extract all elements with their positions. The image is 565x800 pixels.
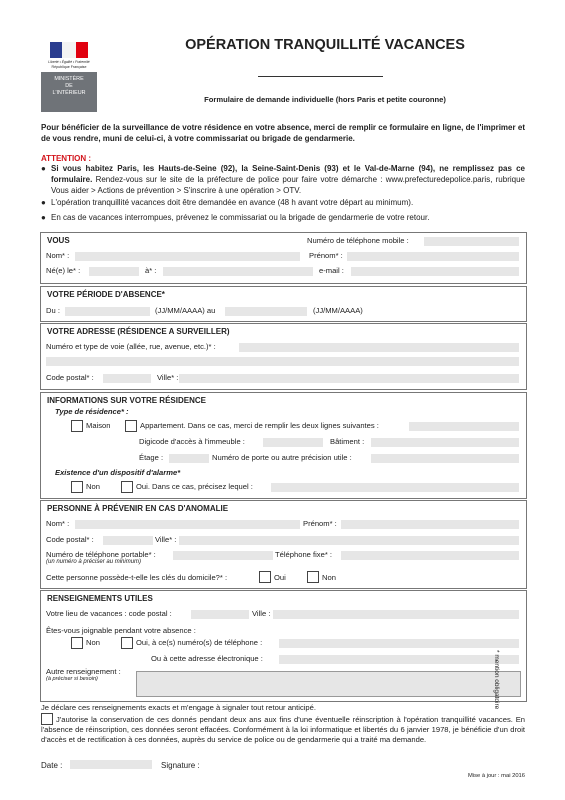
voie-field[interactable]	[239, 343, 519, 352]
logo-ministry-line-3: L'INTÉRIEUR	[52, 90, 86, 96]
section-adresse-header: VOTRE ADRESSE (RÉSIDENCE A SURVEILLER)	[47, 327, 230, 336]
autre-textarea[interactable]	[136, 671, 521, 697]
page-title: OPÉRATION TRANQUILLITÉ VACANCES	[185, 37, 465, 53]
logo-ministry-line-1: MINISTÈRE	[54, 76, 84, 82]
label-date-format-2: (JJ/MM/AAAA)	[313, 306, 363, 315]
section-adresse	[40, 323, 527, 390]
appartement-field[interactable]	[409, 422, 519, 431]
label-alarme: Existence d'un dispositif d'alarme*	[55, 468, 181, 477]
label-type-residence: Type de résidence* :	[55, 407, 129, 416]
label-cles-non: Non	[322, 573, 336, 582]
label-contact-fixe: Téléphone fixe* :	[275, 550, 332, 559]
contact-portable-field[interactable]	[173, 551, 273, 560]
contact-cp-field[interactable]	[103, 536, 153, 545]
etage-field[interactable]	[169, 454, 209, 463]
label-ne-le: Né(e) le* :	[46, 266, 81, 275]
label-contact-prenom: Prénom* :	[303, 519, 337, 528]
label-autre-note: (à préciser si besoin)	[46, 676, 98, 682]
label-etage: Étage :	[139, 453, 164, 462]
appartement-checkbox[interactable]	[125, 420, 137, 432]
label-porte: Numéro de porte ou autre précision utile :	[212, 453, 352, 462]
logo-motto: Liberté • Égalité • Fraternité	[48, 60, 90, 64]
email-field[interactable]	[351, 267, 519, 276]
alarme-non-checkbox[interactable]	[71, 481, 83, 493]
label-voie: Numéro et type de voie (allée, rue, avenue, etc.)* :	[46, 342, 216, 351]
label-du: Du :	[46, 306, 60, 315]
voie-field-line-2[interactable]	[46, 357, 519, 366]
porte-field[interactable]	[371, 454, 519, 463]
maison-checkbox[interactable]	[71, 420, 83, 432]
label-joignable: Êtes-vous joignable pendant votre absence :	[46, 626, 196, 635]
label-cles: Cette personne possède-t-elle les clés du domicile?* :	[46, 573, 228, 582]
birthdate-field[interactable]	[89, 267, 139, 276]
label-signature: Signature :	[161, 761, 200, 770]
section-periode-header: VOTRE PÉRIODE D'ABSENCE*	[47, 290, 165, 299]
label-ville: Ville* :	[157, 373, 179, 382]
title-divider	[258, 76, 383, 77]
logo-republic: République Française	[51, 65, 87, 69]
prenom-field[interactable]	[347, 252, 519, 261]
label-mobile: Numéro de téléphone mobile :	[307, 236, 409, 245]
attention-bullet-2: ● L'opération tranquillité vacances doit être demandée en avance (48 h avant votre départ au minimum).	[41, 197, 525, 208]
contact-fixe-field[interactable]	[341, 551, 519, 560]
mandatory-note: * mention obligatoire	[493, 650, 500, 710]
label-nom: Nom* :	[46, 251, 70, 260]
label-joignable-oui: Oui, à ce(s) numéro(s) de téléphone :	[136, 638, 263, 647]
update-date: Mise à jour : mai 2016	[467, 773, 525, 779]
attention-bullet-1-rest: Rendez-vous sur le site de la préfecture de police pour faire votre démarche : www.prefecturedepolice.paris, rubrique Vous aider > Actions de prévention > S'inscrire à une opération > OTV.	[51, 175, 525, 195]
joignable-tel-field[interactable]	[279, 639, 519, 648]
date-start-field[interactable]	[65, 307, 150, 316]
batiment-field[interactable]	[371, 438, 519, 447]
contact-nom-field[interactable]	[75, 520, 300, 529]
label-prenom: Prénom* :	[309, 251, 343, 260]
nom-field[interactable]	[75, 252, 300, 261]
label-date-format-1: (JJ/MM/AAAA) au	[155, 306, 216, 315]
section-personne-header: PERSONNE À PRÉVENIR EN CAS D'ANOMALIE	[47, 504, 229, 513]
attention-label: ATTENTION :	[41, 154, 92, 163]
cles-non-checkbox[interactable]	[307, 571, 319, 583]
attention-bullet-3-text: En cas de vacances interrompues, prévenez le commissariat ou la brigade de gendarmerie de votre retour.	[51, 213, 430, 222]
label-cles-oui: Oui	[274, 573, 286, 582]
joignable-non-checkbox[interactable]	[71, 637, 83, 649]
section-vous-header: VOUS	[47, 236, 70, 245]
label-date: Date :	[41, 761, 63, 770]
declaration-text: Je déclare ces renseignements exacts et m'engage à signaler tout retour anticipé.	[41, 703, 316, 712]
lieu-ville-field[interactable]	[273, 610, 519, 619]
label-cp: Code postal* :	[46, 373, 94, 382]
attention-bullet-1: ● Si vous habitez Paris, les Hauts-de-Seine (92), la Seine-Saint-Denis (93) et le Val-de-Marne (94), ne remplissez pas ce formulaire. Rendez-vous sur le site de la préfecture de police pour faire votre démarche : www.prefecturedepolice.paris, rubrique Vous aider > Actions de prévention > S'inscrire à une opération > OTV.	[41, 164, 525, 195]
label-contact-ville: Ville* :	[155, 535, 177, 544]
autorisation-text: J'autorise la conservation de ces donnés pendant deux ans aux fins d'une éventuelle réinscription à l'opération tranquillité vacances. En l'absence de réinscription, ces données seront effacées. Conformément à la loi informatique et libertés du 6 janvier 1978, je bénéficie d'un droit d'accès et de rectification à ces données, auprès du service de police ou de gendarmerie qui a traité ma demande.	[41, 715, 525, 744]
attention-bullet-2-text: L'opération tranquillité vacances doit être demandée en avance (48 h avant votre départ au minimum).	[51, 198, 414, 207]
contact-prenom-field[interactable]	[341, 520, 519, 529]
date-field[interactable]	[70, 760, 152, 769]
date-end-field[interactable]	[225, 307, 307, 316]
section-infos-header: INFORMATIONS SUR VOTRE RÉSIDENCE	[47, 396, 206, 405]
label-alarme-oui: Oui. Dans ce cas, précisez lequel :	[136, 482, 253, 491]
logo-ministry-block	[41, 72, 97, 112]
label-lieu-cp: Votre lieu de vacances : code postal :	[46, 609, 172, 618]
alarme-oui-checkbox[interactable]	[121, 481, 133, 493]
intro-text: Pour bénéficier de la surveillance de votre résidence en votre absence, merci de remplir ce formulaire en ligne, de l'imprimer et de vous rendre, muni de celui-ci, à votre commissariat ou brigade de gendarmerie.	[41, 123, 525, 143]
section-periode	[40, 286, 527, 322]
label-alarme-non: Non	[86, 482, 100, 491]
joignable-email-field[interactable]	[279, 655, 519, 664]
attention-bullet-1-bold: Si vous habitez Paris, les Hauts-de-Seine (92), la Seine-Saint-Denis (93) et le Val-de-Marne (94), ne remplissez pas ce formulaire.	[51, 164, 525, 184]
label-contact-cp: Code postal* :	[46, 535, 94, 544]
label-joignable-non: Non	[86, 638, 100, 647]
attention-bullet-3: ● En cas de vacances interrompues, prévenez le commissariat ou la brigade de gendarmerie de votre retour.	[41, 212, 525, 223]
contact-ville-field[interactable]	[179, 536, 519, 545]
flag-icon	[50, 42, 88, 58]
section-personne	[40, 500, 527, 589]
ville-field[interactable]	[179, 374, 519, 383]
page-subtitle: Formulaire de demande individuelle (hors Paris et petite couronne)	[204, 95, 446, 104]
mobile-field[interactable]	[424, 237, 519, 246]
label-appartement: Appartement. Dans ce cas, merci de remplir les deux lignes suivantes :	[140, 421, 379, 430]
label-batiment: Bâtiment :	[330, 437, 365, 446]
birthplace-field[interactable]	[163, 267, 313, 276]
label-contact-portable: Numéro de téléphone portable* :	[46, 550, 156, 559]
alarme-field[interactable]	[271, 483, 519, 492]
section-vous	[40, 232, 527, 284]
section-infos	[40, 392, 527, 499]
label-autre: Autre renseignement :	[46, 667, 121, 676]
label-joignable-email: Ou à cette adresse électronique :	[151, 654, 263, 663]
cles-oui-checkbox[interactable]	[259, 571, 271, 583]
lieu-cp-field[interactable]	[191, 610, 249, 619]
joignable-oui-checkbox[interactable]	[121, 637, 133, 649]
label-birthplace: à* :	[145, 266, 157, 275]
ministry-logo	[41, 40, 97, 112]
label-contact-nom: Nom* :	[46, 519, 70, 528]
logo-ministry-line-2: DE	[65, 83, 73, 89]
cp-field[interactable]	[103, 374, 151, 383]
label-contact-portable-note: (un numéro à préciser au minimum)	[46, 559, 142, 565]
label-maison: Maison	[86, 421, 111, 430]
section-renseignements-header: RENSEIGNEMENTS UTILES	[47, 594, 153, 603]
label-lieu-ville: Ville :	[252, 609, 271, 618]
section-renseignements	[40, 590, 527, 702]
label-email: e-mail :	[319, 266, 344, 275]
label-digicode: Digicode d'accès à l'immeuble :	[139, 437, 245, 446]
digicode-field[interactable]	[263, 438, 323, 447]
